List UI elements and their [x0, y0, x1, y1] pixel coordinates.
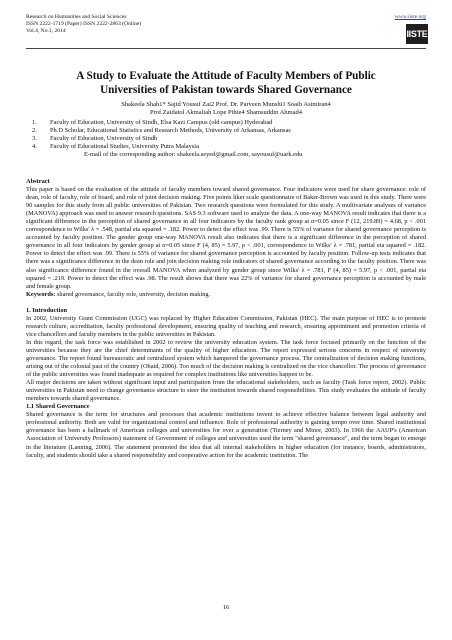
title-line-2: Universities of Pakistan towards Shared Governance	[100, 83, 352, 96]
abstract-text: This paper is based on the evaluation of the attitude of faculty members toward shared governance. Four indicators were used for share governance: role of dean, role of faculty, role of board, and role of joint decision making. Five points liker scale questionnaire of Baker-Brown was used in this study. There were 90 samples for this study from all public universities of Pakistan. Two research questions were formulated for this study. A multivariate analyses of variance (MANOVA) approach was used to answer research questions. SAS 9.3 software used to analyze the data. A one-way MANOVA result indicates that there is a significant difference in the perception of shared governance in all four indicators by the faculty rank group at α=0.05 since F (12, 219.89) = 4.68, p < .001 correspondence to Wilks' λ = .548, partial eta squared = .182. Power to detect the effect was .99. There is 55% of variance for shared governance perception is accounted by faculty position. The gender group one-way MANOVA result also indicates that there is a significant difference in the perception of shared governance in all four indicators by gender group at α=0.05 since F (4, 85) = 5.97, p < .001, correspondence to Wilks' λ = .781, partial eta squared = .182. Power to detect the effect was .99. There is 55% of variance for shared governance perception is accounted by faculty position. Follow-up tests indicates that there was a significance difference in the dean role and join decision making role indicators of shared governance according to the faculty position. There was also significance difference found in the overall MANOVA when analyzed by gender group since Wilks' λ = .781, F (4, 85) = 5.97, p < .001, partial eta squared = .219. Power to detect the effect was .98. The result shows that there was 22% of variance for shared governance perception is accounted by male and female group.	[26, 186, 426, 290]
intro-paragraph: All major decisions are taken without significant input and participation from the educational stakeholders, such as faculty (Task force report, 2002). Public universities in Pakistan need to change governance structure to steer the institution towards shared responsibilities. This study evaluates the attitude of faculty members towards shared governance.	[26, 379, 426, 403]
title-line-1: A Study to Evaluate the Attitude of Faculty Members of Public	[76, 70, 376, 82]
affiliation-item: 4. Faculty of Educational Studies, University Putra Malaysia	[32, 143, 199, 151]
authors-line-2: Prof.Zaidatol Akmaliah Lope Pihie4 Shamsuddin Ahmad4	[149, 109, 302, 117]
volume-line: Vol.4, No.1, 2014	[26, 28, 66, 35]
keywords-line	[26, 291, 426, 299]
shared-governance-heading: 1.1 Shared Governance	[26, 403, 90, 411]
journal-url-link[interactable]: www.iiste.org	[394, 14, 426, 20]
paper-title	[40, 70, 412, 97]
affiliation-list	[26, 119, 426, 159]
intro-paragraph: In this regard, the task force was established in 2002 to review the university education system. The task force focused primarily on the function of the universities because they are the chief determinants of the quality of higher education. The report expressed serious concerns in respect of university governance. The report found bureaucratic and centralized system which hampered the governance process. The centralization of decision making functions, arising out of the colonial past of the country (Obaid, 2006). Too much of the decision making is centralized on the vice chancellor. The process of governance of the public universities was found inadequate as required for complex institutions like universities happen to be.	[26, 338, 426, 379]
header-divider	[26, 48, 426, 49]
page-number: 16	[222, 604, 230, 611]
affiliation-item: 2. Ph.D Scholar, Educational Statistics and Research Methods, University of Arkansas, Arkansas	[32, 127, 291, 135]
corresponding-email: E-mail of the corresponding author: shakeela.seyed@gmail.com, sayousuf@uark.edu	[84, 151, 303, 159]
abstract-heading: Abstract	[26, 178, 50, 185]
keywords-label: Keywords:	[26, 290, 56, 298]
author-list	[40, 101, 412, 117]
intro-paragraph: In 2002, University Grant Commission (UGC) was replaced by Higher Education Commission, Pakistan (HEC). The main purpose of HEC is to promote research culture, accreditation, faculty professional development, ensuring quality of teaching and research, ensuring appointment and promotion criteria of vice chancellors and faculty members in the public universities in Pakistan.	[26, 314, 426, 338]
journal-name: Research on Humanities and Social Sciences	[26, 14, 127, 20]
issn-line: ISSN 2222-1719 (Paper) ISSN 2222-2863 (Online)	[26, 21, 142, 28]
affiliation-item: 3. Faculty of Education, University of Sindh	[32, 135, 158, 143]
shared-governance-paragraph: Shared governance is the term for structures and processes that academic institutions invent to achieve effective balance between legal authority and professional authority. Both are valid for organizational control and influence. Role of professional authority is gaining tempo over time. Shared institutional governance has been a hallmark of American colleges and universities for over a generation (Tierney and Minor, 2003). In 1966 the AAUP's (American Association of University Professors) statement of Government of colleges and universities used the term "shared governance", and the term began to emerge in the literature (Lanning, 2006). The statement promoted the idea that all internal stakeholders in higher education (for instance, boards, administrators, faculty, and students should take a shared responsibility and cooperative action for the academic institution. The	[26, 411, 426, 459]
journal-header	[26, 14, 426, 36]
iiste-logo: IISTE	[406, 24, 428, 44]
introduction-heading: 1. Introduction	[26, 306, 68, 314]
keywords-text: shared governance, faculty role, university, decision making.	[55, 290, 211, 298]
paper-body	[26, 178, 426, 460]
affiliation-item: 1. Faculty of Education, University of Sindh, Elsa Kazi Campus (old campus) Hyderabad	[32, 119, 273, 126]
authors-line-1: Shakeela Shah1* Sajid Yousuf Zai2 Prof. Dr. Parveen Munshi1 Soaib Asimiran4	[121, 101, 331, 108]
